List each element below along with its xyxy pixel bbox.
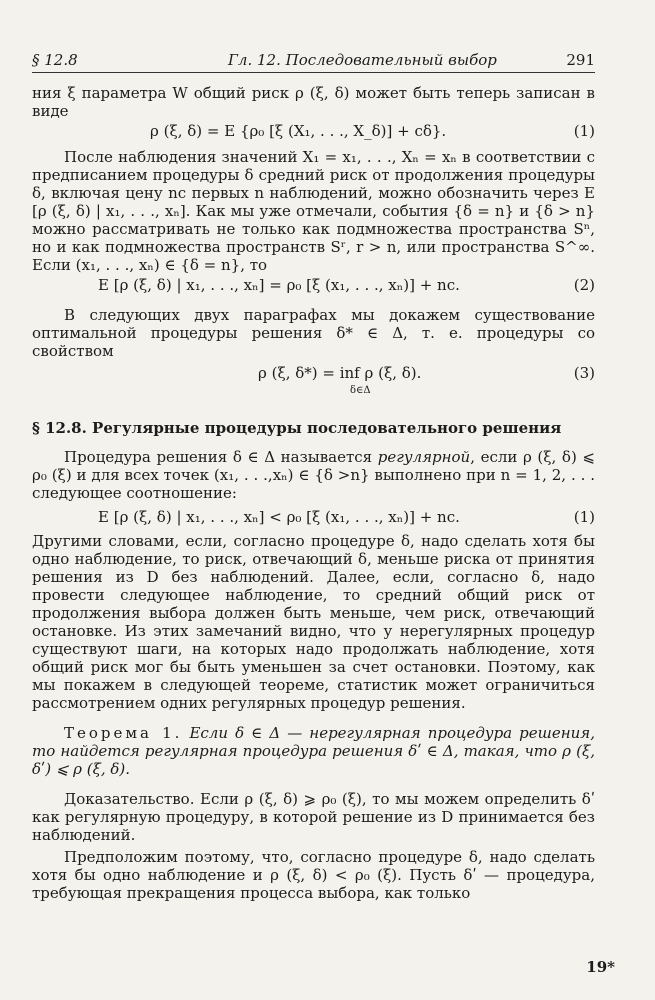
page-body [32, 84, 595, 902]
equation-3 [32, 360, 595, 400]
equation-number: (3) [573, 364, 595, 382]
proof-label: Доказательство. [64, 790, 195, 808]
paragraph: В следующих двух параграфах мы докажем существование оптимальной процедуры решения δ* ∈ Δ, т. е. процедуры со свойством [32, 306, 595, 360]
section-heading: § 12.8. Регулярные процедуры последовательного решения [32, 419, 562, 437]
text-run: Процедура решения δ ∈ Δ называется [64, 448, 378, 466]
theorem-statement: Если δ ∈ Δ — нерегулярная процедура решения, то найдется регулярная процедура решения δʹ ∈ Δ, такая, что ρ (ξ, δʹ) ⩽ ρ (ξ, δ). [32, 724, 595, 778]
equation-subscript: δ∈Δ [350, 385, 371, 396]
equation-2 [32, 274, 595, 296]
equation-formula: ρ (ξ, δ*) = inf ρ (ξ, δ). [258, 364, 422, 382]
header-rule [32, 72, 595, 73]
page-number: 291 [566, 51, 595, 69]
paragraph: Предположим поэтому, что, согласно процедуре δ, надо сделать хотя бы одно наблюдение и ρ (ξ, δ) < ρ₀ (ξ). Пусть δʹ — процедура, требующая прекращения процесса выбора, как только [32, 848, 595, 902]
paragraph: После наблюдения значений X₁ = x₁, . . ., Xₙ = xₙ в соответствии с предписанием процедуры δ средний риск от продолжения процедуры δ, включая цену nc первых n наблюдений, можно обозначить через E [ρ (ξ, δ) | x₁, . . ., xₙ]. Как мы уже отмечали, события {δ = n} и {δ > n} можно рассматривать не только как подмножества пространства Sⁿ, но и как подмножества пространств Sʳ, r > n, или пространства S^∞. Если (x₁, . . ., xₙ) ∈ {δ = n}, то [32, 148, 595, 274]
header-running-title: Гл. 12. Последовательный выбор [228, 51, 497, 69]
text-run: , если ρ (ξ, δ) ⩽ ρ₀ (ξ) и для всех точек (x₁, . . .,xₙ) ∈ {δ >n} выполнено при n = 1, 2, . . . следующее соотношение: [32, 448, 595, 502]
theorem [32, 724, 595, 778]
equation-1 [32, 120, 595, 142]
equation-formula: E [ρ (ξ, δ) | x₁, . . ., xₙ] < ρ₀ [ξ (x₁, . . ., xₙ)] + nc. [98, 508, 460, 526]
equation-formula: E [ρ (ξ, δ) | x₁, . . ., xₙ] = ρ₀ [ξ (x₁, . . ., xₙ)] + nc. [98, 276, 460, 294]
page-header [32, 48, 595, 72]
equation-formula: ρ (ξ, δ) = E {ρ₀ [ξ (X₁, . . ., X_δ)] + cδ}. [150, 122, 447, 140]
equation-number: (2) [573, 276, 595, 294]
theorem-label: Теорема 1. [64, 724, 183, 742]
emphasis-term: регулярной [377, 448, 471, 466]
equation-number: (1) [573, 508, 595, 526]
paragraph [32, 448, 595, 502]
header-section: § 12.8 [32, 51, 78, 69]
equation-number: (1) [573, 122, 595, 140]
paragraph: ния ξ параметра W общий риск ρ (ξ, δ) может быть теперь записан в виде [32, 84, 595, 120]
paragraph: Другими словами, если, согласно процедуре δ, надо сделать хотя бы одно наблюдение, то риск, отвечающий δ, меньше риска от принятия решения из D без наблюдений. Далее, если, согласно δ, надо провести следующее наблюдение, то средний общий риск от продолжения выбора должен быть меньше, чем риск, отвечающий остановке. Из этих замечаний видно, что у нерегулярных процедур существуют шаги, на которых надо продолжать наблюдение, хотя общий риск мог бы быть уменьшен за счет остановки. Поэтому, как мы покажем в следующей теореме, статистик может ограничиться рассмотрением одних регулярных процедур решения. [32, 532, 595, 712]
proof [32, 790, 595, 844]
equation-4 [32, 506, 595, 528]
signature-mark: 19* [586, 958, 615, 976]
proof-text: Если ρ (ξ, δ) ⩾ ρ₀ (ξ), то мы можем определить δʹ как регулярную процедуру, в которой решение из D принимается без наблюдений. [32, 790, 595, 844]
